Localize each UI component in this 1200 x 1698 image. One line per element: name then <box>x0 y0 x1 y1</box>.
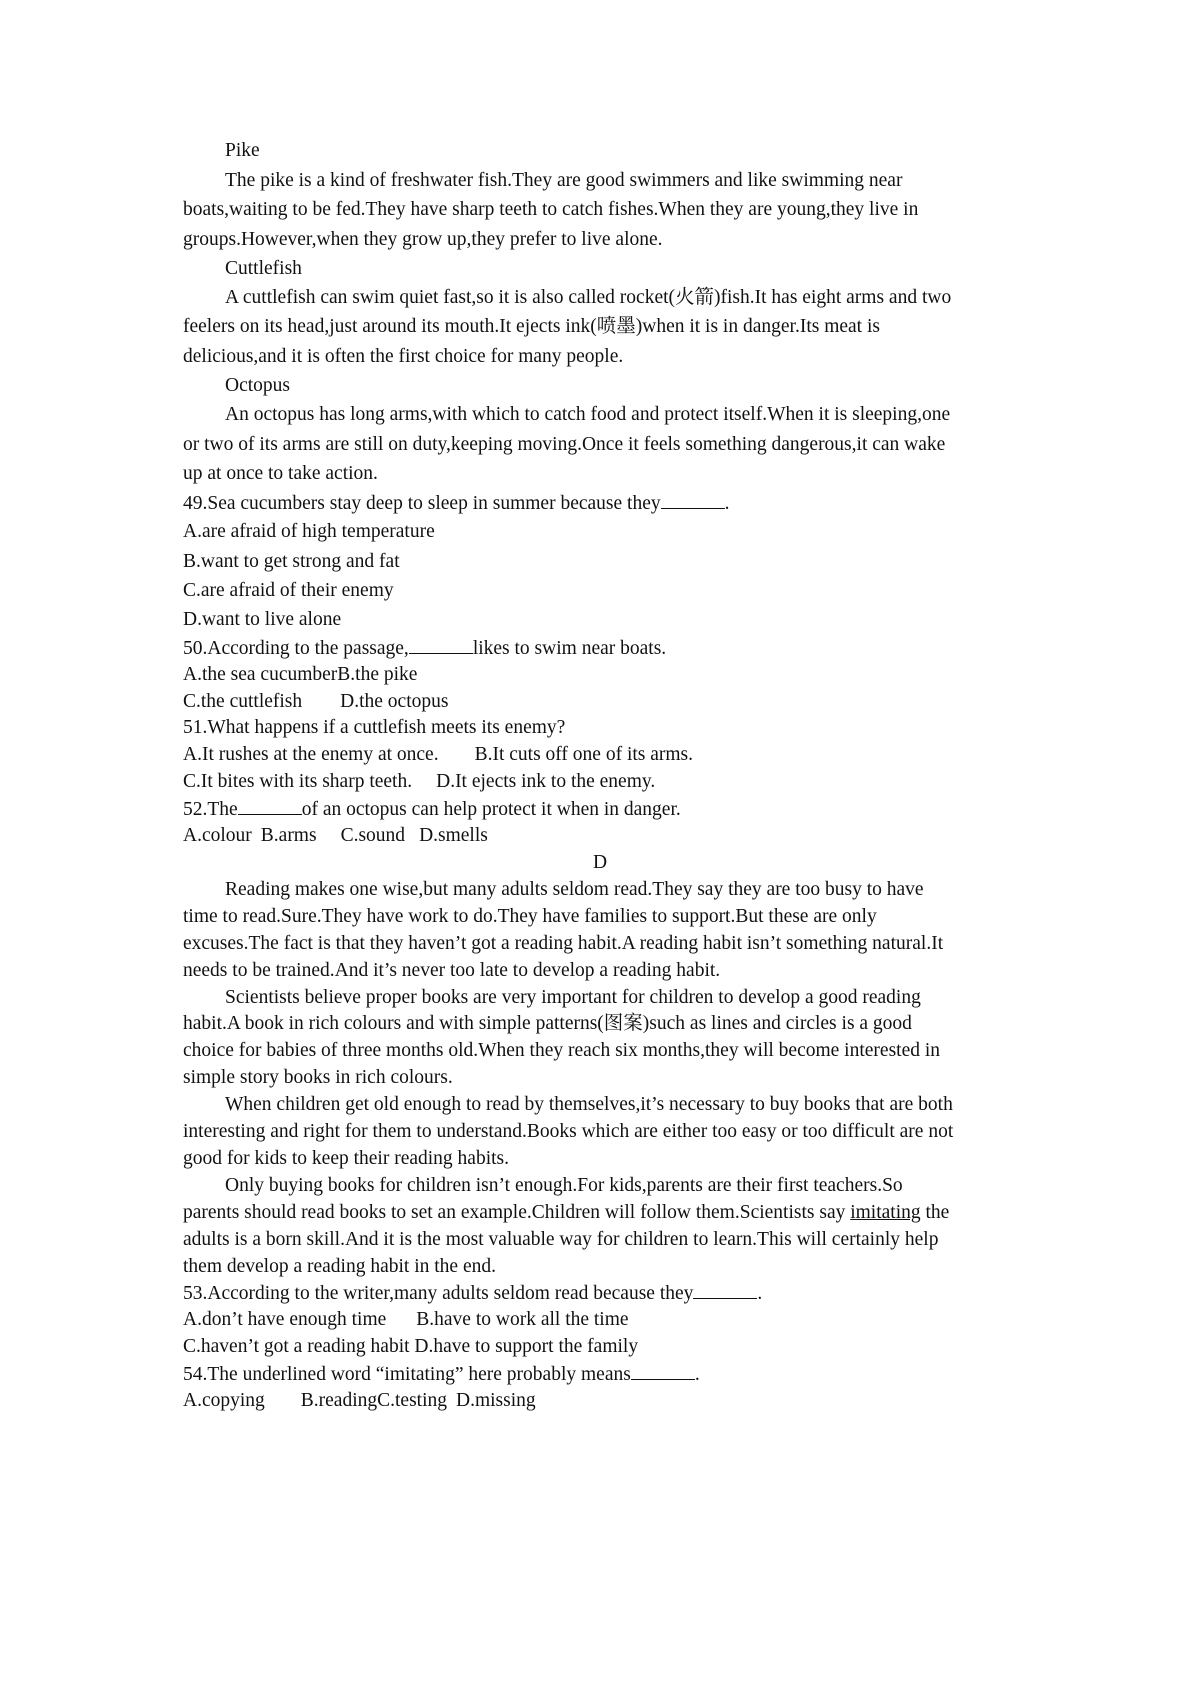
passage-d-line: Scientists believe proper books are very important for children to develop a good reading <box>225 987 921 1008</box>
heading-pike: Pike <box>225 140 260 161</box>
question-52: 52.The of an octopus can help protect it when in danger. <box>183 799 681 820</box>
options-51-cd <box>183 770 1033 794</box>
passage-d-line: simple story books in rich colours. <box>183 1067 453 1088</box>
cuttlefish-paragraph-line: feelers on its head,just around its mouth.It ejects ink(喷墨)when it is in danger.Its meat is <box>183 316 880 337</box>
option-53-a: A.don’t have enough time <box>183 1309 387 1330</box>
octopus-paragraph-line: An octopus has long arms,with which to catch food and protect itself.When it is sleeping,one <box>225 404 951 425</box>
passage-d-line: good for kids to keep their reading habits. <box>183 1148 510 1169</box>
passage-d-line: parents should read books to set an example.Children will follow them.Scientists say imitating the <box>183 1202 950 1223</box>
option-54-bc: B.readingC.testing <box>300 1390 448 1411</box>
passage-d-line: Only buying books for children isn’t enough.For kids,parents are their first teachers.So <box>225 1175 903 1196</box>
option-52-b: B.arms <box>260 825 317 846</box>
options-52 <box>183 824 1033 848</box>
option-51-a: A.It rushes at the enemy at once. <box>183 744 439 765</box>
heading-cuttlefish: Cuttlefish <box>225 258 302 279</box>
option-49-b: B.want to get strong and fat <box>183 551 400 572</box>
pike-paragraph-line: boats,waiting to be fed.They have sharp teeth to catch fishes.When they are young,they live in <box>183 199 919 220</box>
question-54: 54.The underlined word “imitating” here probably means . <box>183 1364 700 1385</box>
passage-d-line: them develop a reading habit in the end. <box>183 1256 496 1277</box>
options-54 <box>183 1389 1033 1413</box>
option-49-a: A.are afraid of high temperature <box>183 521 435 542</box>
option-53-cd: C.haven’t got a reading habit D.have to support the family <box>183 1336 639 1357</box>
options-53-ab <box>183 1308 1033 1332</box>
underlined-word: imitating <box>850 1202 921 1223</box>
passage-d-line: Reading makes one wise,but many adults seldom read.They say they are too busy to have <box>225 879 924 900</box>
passage-d-line: excuses.The fact is that they haven’t got a reading habit.A reading habit isn’t something natural.It <box>183 933 944 954</box>
answer-blank <box>238 797 302 815</box>
passage-d-line: interesting and right for them to understand.Books which are either too easy or too difficult are not <box>183 1121 954 1142</box>
question-49: 49.Sea cucumbers stay deep to sleep in summer because they . <box>183 493 730 514</box>
option-54-d: D.missing <box>456 1390 536 1411</box>
pike-paragraph-line: groups.However,when they grow up,they prefer to live alone. <box>183 229 663 250</box>
question-51: 51.What happens if a cuttlefish meets its enemy? <box>183 717 566 738</box>
option-52-d: D.smells <box>419 825 488 846</box>
option-53-b: B.have to work all the time <box>416 1309 629 1330</box>
option-54-a: A.copying <box>183 1390 265 1411</box>
octopus-paragraph-line: or two of its arms are still on duty,keeping moving.Once it feels something dangerous,it can wake <box>183 434 946 455</box>
option-51-b: B.It cuts off one of its arms. <box>474 744 694 765</box>
cuttlefish-paragraph-line: delicious,and it is often the first choice for many people. <box>183 346 624 367</box>
option-52-c: C.sound <box>340 825 406 846</box>
question-53: 53.According to the writer,many adults seldom read because they . <box>183 1283 763 1304</box>
question-50: 50.According to the passage, likes to swim near boats. <box>183 638 667 659</box>
passage-d-line: needs to be trained.And it’s never too late to develop a reading habit. <box>183 960 721 981</box>
cuttlefish-paragraph-line: A cuttlefish can swim quiet fast,so it is also called rocket(火箭)fish.It has eight arms and two <box>225 287 952 308</box>
option-49-d: D.want to live alone <box>183 609 342 630</box>
answer-blank <box>409 636 473 654</box>
answer-blank <box>661 491 725 509</box>
option-49-c: C.are afraid of their enemy <box>183 580 394 601</box>
pike-paragraph-line: The pike is a kind of freshwater fish.They are good swimmers and like swimming near <box>225 170 903 191</box>
options-50-cd <box>183 690 1033 714</box>
options-51-ab <box>183 743 1033 767</box>
passage-d-line: choice for babies of three months old.When they reach six months,they will become interested in <box>183 1040 941 1061</box>
option-51-c: C.It bites with its sharp teeth. <box>183 771 413 792</box>
section-heading-d: D <box>592 852 608 873</box>
passage-d-line: time to read.Sure.They have work to do.They have families to support.But these are only <box>183 906 877 927</box>
option-50-c: C.the cuttlefish <box>183 691 303 712</box>
passage-d-line: adults is a born skill.And it is the most valuable way for children to learn.This will certainly help <box>183 1229 939 1250</box>
passage-d-line: habit.A book in rich colours and with simple patterns(图案)such as lines and circles is a good <box>183 1013 912 1034</box>
option-52-a: A.colour <box>183 825 252 846</box>
option-50-ab: A.the sea cucumberB.the pike <box>183 664 418 685</box>
answer-blank <box>693 1281 757 1299</box>
answer-blank <box>631 1362 695 1380</box>
option-50-d: D.the octopus <box>340 691 449 712</box>
heading-octopus: Octopus <box>225 375 290 396</box>
octopus-paragraph-line: up at once to take action. <box>183 463 378 484</box>
passage-d-line: When children get old enough to read by themselves,it’s necessary to buy books that are both <box>225 1094 953 1115</box>
option-51-d: D.It ejects ink to the enemy. <box>436 771 656 792</box>
